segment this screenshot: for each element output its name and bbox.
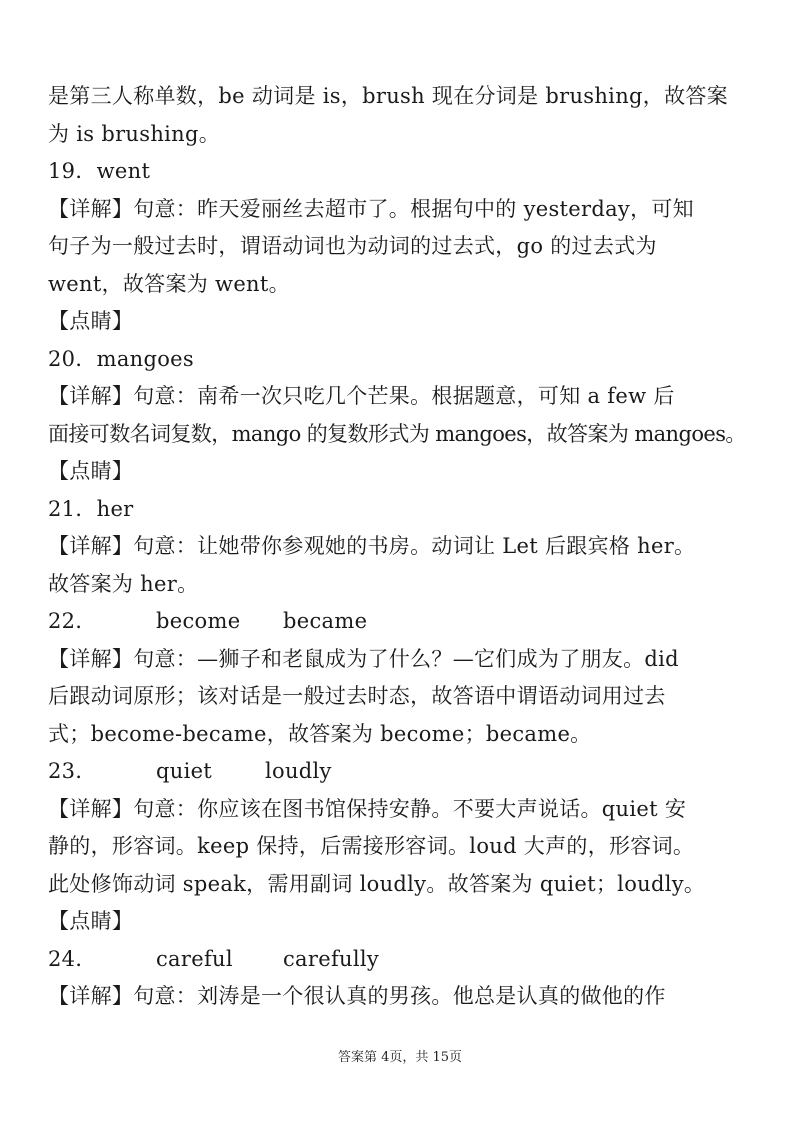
explanation-line: 【详解】句意：刘涛是一个很认真的男孩。他总是认真的做他的作 xyxy=(48,984,666,1008)
answer-word: carefully xyxy=(283,946,380,971)
comment-heading: 【点睛】 xyxy=(48,459,134,483)
text-line: 为 is brushing。 xyxy=(48,121,221,146)
explanation-line: went，故答案为 went。 xyxy=(48,271,290,296)
comment-heading: 【点睛】 xyxy=(48,909,134,933)
question-number: 24． xyxy=(48,946,97,971)
question-number: 22． xyxy=(48,609,97,633)
answer-heading-23 xyxy=(48,753,760,791)
answer-heading-20: 20．mangoes xyxy=(48,346,194,371)
answer-word: became xyxy=(283,609,368,633)
explanation-line: 静的，形容词。keep 保持，后需接形容词。loud 大声的，形容词。 xyxy=(48,834,695,858)
text-line: 是第三人称单数，be 动词是 is，brush 现在分词是 brushing，故答案 xyxy=(48,84,728,108)
answer-heading-22 xyxy=(48,603,760,641)
answer-word: loudly xyxy=(265,759,332,783)
explanation-line: 面接可数名词复数，mango 的复数形式为 mangoes，故答案为 mangoes。 xyxy=(48,421,746,446)
answer-page xyxy=(48,78,760,1016)
answer-heading-24 xyxy=(48,941,760,979)
comment-heading: 【点睛】 xyxy=(48,309,134,333)
explanation-line: 故答案为 her。 xyxy=(48,571,199,596)
explanation-line: 【详解】句意：让她带你参观她的书房。动词让 Let 后跟宾格 her。 xyxy=(48,534,696,558)
answer-heading-19: 19．went xyxy=(48,159,151,183)
answer-word: become xyxy=(156,609,241,633)
answer-heading-21: 21．her xyxy=(48,496,134,521)
explanation-line: 句子为一般过去时，谓语动词也为动词的过去式，go 的过去式为 xyxy=(48,234,657,258)
question-number: 23． xyxy=(48,759,97,783)
page-footer: 答案第 4页，共 15页 xyxy=(337,1050,463,1065)
explanation-line: 【详解】句意：你应该在图书馆保持安静。不要大声说话。quiet 安 xyxy=(48,796,687,821)
explanation-line: 【详解】句意：昨天爱丽丝去超市了。根据句中的 yesterday，可知 xyxy=(48,196,694,221)
explanation-line: 后跟动词原形；该对话是一般过去时态，故答语中谓语动词用过去 xyxy=(48,684,666,708)
answer-word: careful xyxy=(156,946,233,971)
answer-word: quiet xyxy=(156,759,213,783)
explanation-line: 【详解】句意：南希一次只吃几个芒果。根据题意，可知 a few 后 xyxy=(48,384,675,408)
explanation-line: 此处修饰动词 speak，需用副词 loudly。故答案为 quiet；loudly。 xyxy=(48,871,706,896)
explanation-line: 【详解】句意：—狮子和老鼠成为了什么？—它们成为了朋友。did xyxy=(48,646,679,671)
explanation-line: 式；become-became，故答案为 become；became。 xyxy=(48,721,592,746)
